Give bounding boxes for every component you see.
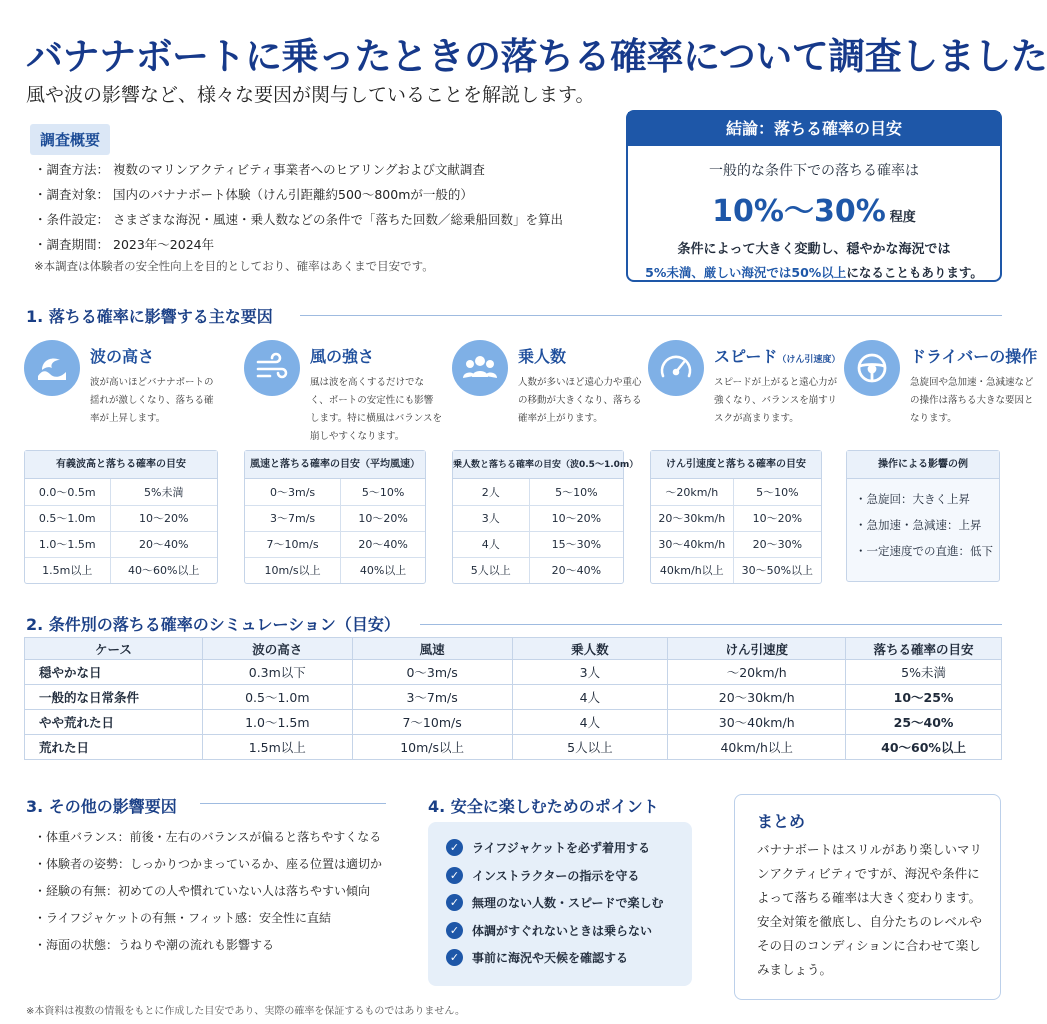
column-header: 風速 [352,638,512,660]
list-item-label: 無理のない人数・スピードで楽しむ [472,896,664,911]
table-cell: 0〜3m/s [352,660,512,685]
list-item [446,834,692,862]
table-cell: 40〜60%以上 [110,557,217,583]
table-cell: 〜20km/h [651,479,733,505]
table-cell: 5〜10% [361,485,405,499]
table-row [245,557,425,583]
table-cell: 10〜20% [341,505,425,531]
table-row [25,531,217,557]
table-cell: 20〜30km/h [651,505,733,531]
mini-table-title: 操作による影響の例 [847,451,999,479]
speedometer-icon [648,340,704,396]
table-cell: 4人 [512,685,668,710]
conclusion-line3: 条件によって大きく変動し、穏やかな海況では [677,242,951,257]
ops-item: ・ 一定速度での直進：低下 [855,543,991,569]
ops-item: ・ 急加速・急減速：上昇 [855,517,991,543]
conclusion-line4-rest: になることもあります。 [846,265,983,280]
table-row [245,531,425,557]
table-row [25,735,1002,760]
table-cell: 5〜10% [555,485,598,499]
section1-title: 1. 落ちる確率に影響する主な要因 [26,307,273,326]
table-cell: 20〜40% [529,557,623,583]
mini-table-title: 有義波高と落ちる確率の目安 [25,451,217,479]
table-cell: 一般的な日常条件 [25,685,203,710]
check-icon: ✓ [446,839,463,856]
overview-item: ・ 調査対象： 国内のバナナボート体験（けん引距離約500〜800mが一般的） [34,185,563,210]
table-cell: 10〜20% [733,505,821,531]
table-cell: 0〜3m/s [245,479,341,505]
table-cell: 1.5m以上 [202,735,352,760]
section1-divider [300,315,1002,316]
factor-desc: 風は波を高くするだけでなく、ボートの安定性にも影響します。特に横風はバランスを崩しやすくなります。 [310,377,442,442]
list-item [446,889,692,917]
table-cell: 30〜40km/h [668,710,846,735]
table-cell: 7〜10m/s [245,531,341,557]
table-cell: 5%未満 [144,485,184,499]
table-row [453,531,623,557]
factor-title-note: （けん引速度） [777,355,841,365]
table-cell: 0.0〜0.5m [25,479,110,505]
table-cell: 40%以上 [341,557,425,583]
table-cell: 7〜10m/s [352,710,512,735]
factor-title: 波の高さ [90,347,155,366]
table-cell: 0.5〜1.0m [25,505,110,531]
mini-table-title: けん引速度と落ちる確率の目安 [651,451,821,479]
section3-title: 3. その他の影響要因 [26,797,177,816]
page-title: バナナボートに乗ったときの落ちる確率について調査しました [26,35,1047,78]
conclusion-line1: 一般的な条件下での落ちる確率は [709,163,919,179]
table-cell: 5人以上 [512,735,668,760]
table-cell: 20〜40% [341,531,425,557]
simulation-table [24,637,1002,760]
table-cell: 20〜30% [733,531,821,557]
table-row [651,557,821,583]
table-cell: 40〜60%以上 [846,735,1002,760]
table-cell: 3人 [512,660,668,685]
table-row [651,531,821,557]
section2-divider [420,624,1002,625]
wave-icon [24,340,80,396]
list-item [446,917,692,945]
factor-title: 風の強さ [310,347,375,366]
other-factors-list [34,828,382,963]
column-header: 乗人数 [512,638,668,660]
table-cell: 5〜10% [756,485,799,499]
people-table [452,450,639,584]
factor-desc: 波が高いほどバナナボートの揺れが激しくなり、落ちる確率が上昇します。 [90,377,214,424]
factor-title [714,344,840,367]
safety-box [428,822,692,986]
overview-item: ・ 条件設定： さまざまな海況・風速・乗人数などの条件で「落ちた回数／総乗船回数」を算出 [34,210,563,235]
table-row [25,557,217,583]
table-row [651,479,821,505]
table-row [453,505,623,531]
list-item: ・ 体重バランス：前後・左右のバランスが偏ると落ちやすくなる [34,828,382,855]
page-subtitle: 風や波の影響など、様々な要因が関与していることを解説します。 [26,84,595,106]
table-row [245,505,425,531]
mini-table-title: 風速と落ちる確率の目安（平均風速） [245,451,425,479]
table-header-row [25,638,1002,660]
table-row [245,479,425,505]
section2-title: 2. 条件別の落ちる確率のシミュレーション（目安） [26,615,400,634]
wind-table [244,450,426,584]
table-cell: 25〜40% [846,710,1002,735]
table-cell: 10〜25% [846,685,1002,710]
list-item: ・ ライフジャケットの有無・フィット感：安全性に直結 [34,909,382,936]
ops-item: ・ 急旋回：大きく上昇 [855,491,991,517]
table-cell: 15〜30% [529,531,623,557]
table-cell: 穏やかな日 [25,660,203,685]
factor-desc: 急旋回や急加速・急減速などの操作は落ちる大きな要因となります。 [910,377,1034,424]
summary-title: まとめ [757,812,806,831]
table-row [453,479,623,505]
list-item-label: 体調がすぐれないときは乗らない [472,923,653,938]
list-item: ・ 海面の状態：うねりや潮の流れも影響する [34,936,382,963]
column-header: けん引速度 [668,638,846,660]
table-cell: 5%未満 [846,660,1002,685]
table-cell: 4人 [453,531,529,557]
overview-list [34,160,563,260]
overview-item: ・ 調査期間： 2023年〜2024年 [34,235,563,260]
table-cell: 40km/h以上 [651,557,733,583]
table-cell: 3〜7m/s [352,685,512,710]
column-header: 波の高さ [202,638,352,660]
table-cell: 1.0〜1.5m [25,531,110,557]
list-item: ・ 体験者の姿勢：しっかりつかまっているか、座る位置は適切か [34,855,382,882]
table-cell: 30〜40km/h [651,531,733,557]
table-row [25,685,1002,710]
conclusion-range [628,186,1000,230]
check-icon: ✓ [446,949,463,966]
summary-box [734,794,1001,1000]
people-icon [452,340,508,396]
list-item: ・ 経験の有無：初めての人や慣れていない人は落ちやすい傾向 [34,882,382,909]
column-header: ケース [25,638,203,660]
conclusion-line4-highlight: 5%未満、厳しい海況では50%以上 [645,265,847,280]
table-cell: 3〜7m/s [245,505,341,531]
conclusion-range-suffix: 程度 [889,210,916,225]
table-cell: 1.0〜1.5m [202,710,352,735]
wave-table [24,450,218,584]
table-cell: 20〜30km/h [668,685,846,710]
table-cell: 2人 [453,479,529,505]
table-cell: 荒れた日 [25,735,203,760]
overview-tag: 調査概要 [30,124,110,155]
conclusion-head: 結論：落ちる確率の目安 [628,112,1000,146]
table-row [651,505,821,531]
factor-desc: スピードが上がると遠心力が強くなり、バランスを崩すリスクが高まります。 [714,377,838,424]
list-item-label: 事前に海況や天候を確認する [472,951,629,966]
check-icon: ✓ [446,867,463,884]
column-header: 落ちる確率の目安 [846,638,1002,660]
section3-divider [200,803,386,804]
table-row [25,710,1002,735]
factor-desc: 人数が多いほど遠心力や重心の移動が大きくなり、落ちる確率が上がります。 [518,377,642,424]
section4-title: 4. 安全に楽しむためのポイント [428,797,659,816]
factor-title: ドライバーの操作 [910,347,1038,366]
table-cell: 40km/h以上 [668,735,846,760]
conclusion-line4 [628,263,1000,281]
driver-ops-box [846,450,1000,582]
table-row [25,660,1002,685]
table-row [25,479,217,505]
table-cell: 4人 [512,710,668,735]
list-item [446,862,692,890]
table-cell: 1.5m以上 [25,557,110,583]
table-cell: 10〜20% [529,505,623,531]
overview-note: ※本調査は体験者の安全性向上を目的としており、確率はあくまで目安です。 [34,259,434,273]
list-item-label: インストラクターの指示を守る [472,868,640,883]
mini-table-title: 乗人数と落ちる確率の目安（波0.5〜1.0m） [453,451,623,479]
speed-table [650,450,822,584]
factor-title-text: スピード [714,347,778,366]
conclusion-range-value: 10%〜30% [712,194,886,229]
check-icon: ✓ [446,922,463,939]
table-cell: 10〜20% [110,505,217,531]
wind-icon [244,340,300,396]
table-cell: 5人以上 [453,557,529,583]
table-cell: 30〜50%以上 [733,557,821,583]
list-item [446,944,692,972]
table-row [25,505,217,531]
table-row [453,557,623,583]
table-cell: 0.5〜1.0m [202,685,352,710]
table-cell: 〜20km/h [668,660,846,685]
footnote: ※本資料は複数の情報をもとに作成した目安であり、実際の確率を保証するものではありません。 [26,1006,465,1017]
table-cell: 0.3m以下 [202,660,352,685]
table-cell: 20〜40% [110,531,217,557]
table-cell: やや荒れた日 [25,710,203,735]
summary-text: バナナボートはスリルがあり楽しいマリンアクティビティですが、海況や条件によって落ちる確率は大きく変わります。安全対策を徹底し、自分たちのレベルやその日のコンディションに合わせて楽しみましょう。 [757,842,983,977]
steering-wheel-icon [844,340,900,396]
overview-item: ・ 調査方法： 複数のマリンアクティビティ事業者へのヒアリングおよび文献調査 [34,160,563,185]
factor-title: 乗人数 [518,347,567,366]
table-cell: 10m/s以上 [245,557,341,583]
table-cell: 3人 [453,505,529,531]
check-icon: ✓ [446,894,463,911]
list-item-label: ライフジャケットを必ず着用する [472,841,650,856]
conclusion-box [626,110,1002,282]
table-cell: 10m/s以上 [352,735,512,760]
